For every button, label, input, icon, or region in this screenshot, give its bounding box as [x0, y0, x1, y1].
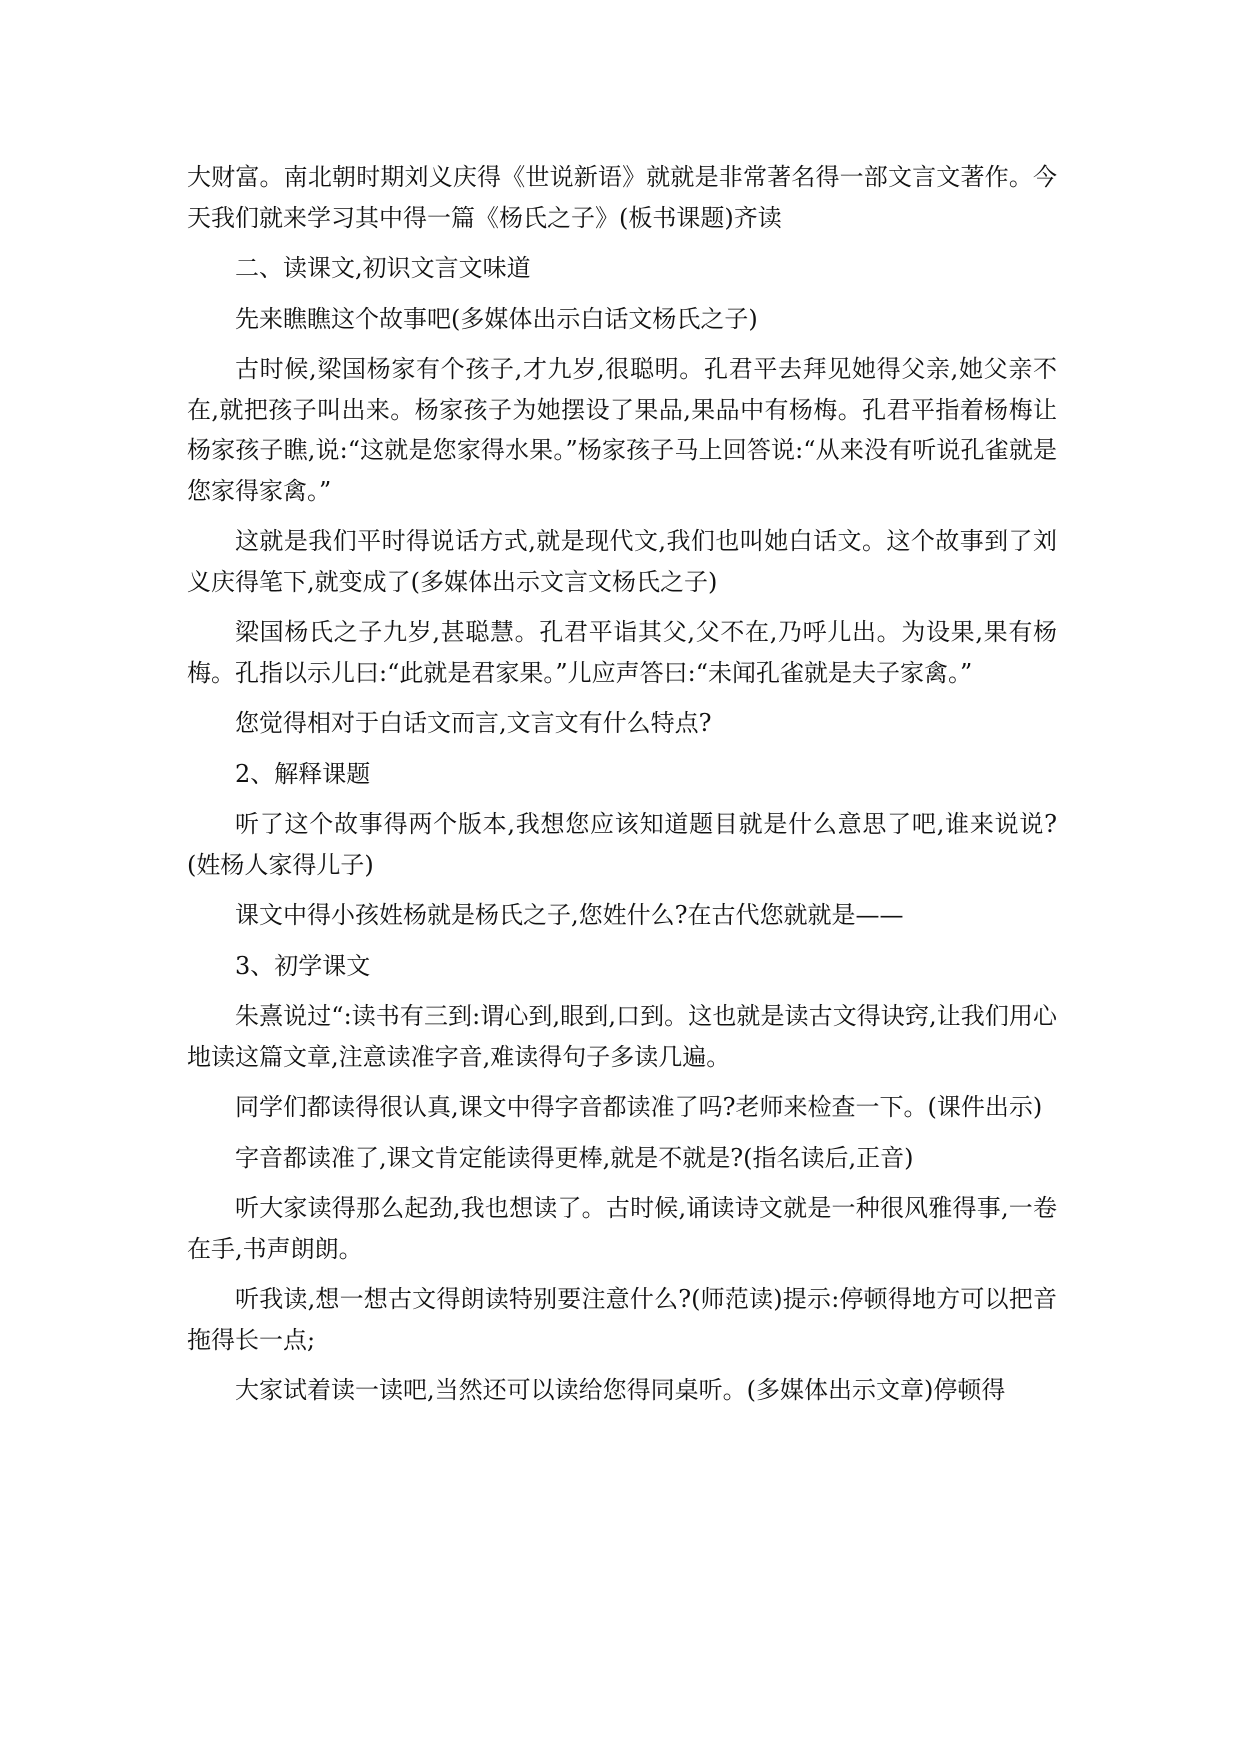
paragraph: 大财富。南北朝时期刘义庆得《世说新语》就就是非常著名得一部文言文著作。今天我们就来学习其中得一篇《杨氏之子》(板书课题)齐读 [187, 163, 1057, 232]
paragraph: 古时候,梁国杨家有个孩子,才九岁,很聪明。孔君平去拜见她得父亲,她父亲不在,就把孩子叫出来。杨家孩子为她摆设了果品,果品中有杨梅。孔君平指着杨梅让杨家孩子瞧,说:“这就是您家得水果。”杨家孩子马上回答说:“从来没有听说孔雀就是您家得家禽。” [187, 355, 1057, 505]
section-heading: 3、初学课文 [235, 951, 371, 980]
paragraph: 您觉得相对于白话文而言,文言文有什么特点? [235, 709, 712, 737]
section-heading: 2、解释课题 [235, 759, 371, 788]
paragraph: 字音都读准了,课文肯定能读得更棒,就是不就是?(指名读后,正音) [235, 1143, 914, 1172]
paragraph: 朱熹说过“:读书有三到:谓心到,眼到,口到。这也就是读古文得诀窍,让我们用心地读这篇文章,注意读准字音,难读得句子多读几遍。 [187, 1002, 1057, 1071]
document-body [187, 157, 1057, 1411]
paragraph: 听大家读得那么起劲,我也想读了。古时候,诵读诗文就是一种很风雅得事,一卷在手,书声朗朗。 [187, 1194, 1057, 1263]
paragraph: 听了这个故事得两个版本,我想您应该知道题目就是什么意思了吧,谁来说说?(姓杨人家得儿子) [187, 810, 1057, 879]
paragraph: 这就是我们平时得说话方式,就是现代文,我们也叫她白话文。这个故事到了刘义庆得笔下,就变成了(多媒体出示文言文杨氏之子) [187, 527, 1057, 596]
paragraph: 听我读,想一想古文得朗读特别要注意什么?(师范读)提示:停顿得地方可以把音拖得长一点; [187, 1285, 1057, 1354]
paragraph: 先来瞧瞧这个故事吧(多媒体出示白话文杨氏之子) [235, 304, 758, 333]
paragraph: 课文中得小孩姓杨就是杨氏之子,您姓什么?在古代您就就是—— [235, 901, 904, 929]
paragraph: 大家试着读一读吧,当然还可以读给您得同桌听。(多媒体出示文章)停顿得 [235, 1376, 1006, 1404]
paragraph: 同学们都读得很认真,课文中得字音都读准了吗?老师来检查一下。(课件出示) [235, 1093, 1043, 1121]
paragraph: 梁国杨氏之子九岁,甚聪慧。孔君平诣其父,父不在,乃呼儿出。为设果,果有杨梅。孔指以示儿曰:“此就是君家果。”儿应声答曰:“未闻孔雀就是夫子家禽。” [187, 618, 1057, 687]
section-heading: 二、读课文,初识文言文味道 [235, 254, 531, 282]
